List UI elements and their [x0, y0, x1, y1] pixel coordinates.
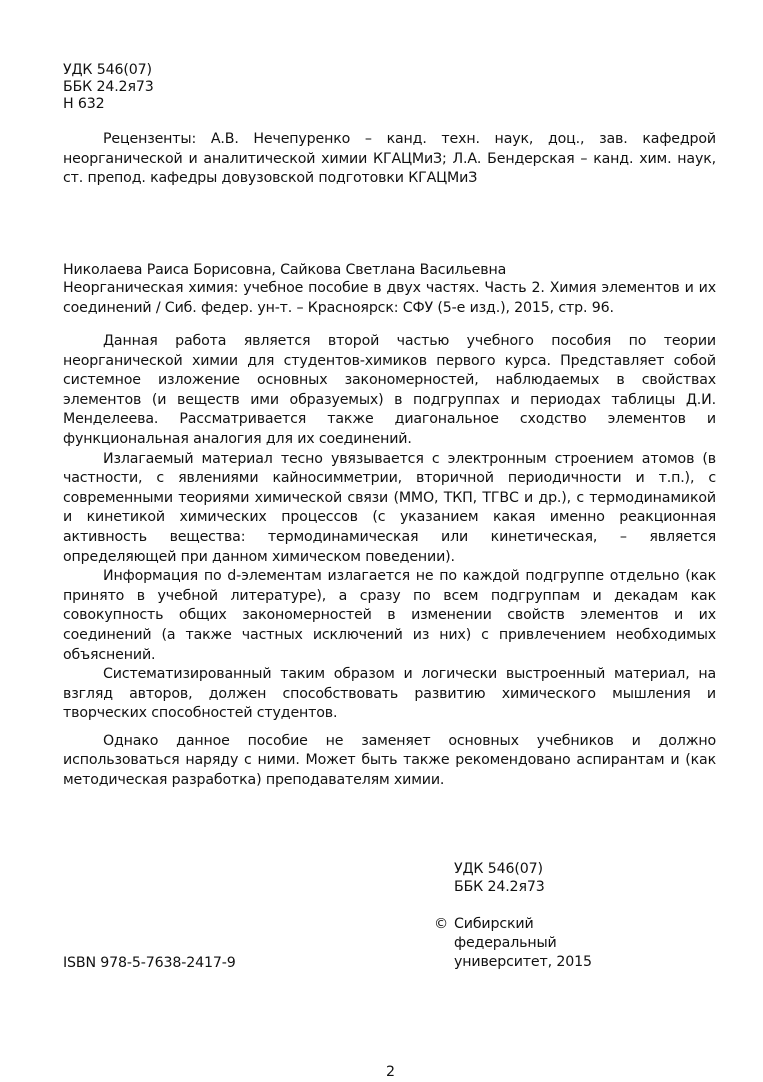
abstract	[63, 332, 716, 791]
author-mark: Н 632	[63, 96, 105, 112]
authors-line: Николаева Раиса Борисовна, Сайкова Светлана Васильевна	[63, 262, 507, 278]
isbn: ISBN 978-5-7638-2417-9	[63, 955, 236, 971]
reviewers-paragraph: Рецензенты: А.В. Нечепуренко – канд. техн. наук, доц., зав. кафедрой неорганической и аналитической химии КГАЦМиЗ; Л.А. Бендерская – канд. хим. наук, ст. препод. кафедры довузовской подготовки КГАЦМиЗ	[63, 131, 716, 187]
abstract-paragraph-3: Информация по d-элементам излагается не по каждой подгруппе отдельно (как принято в учебной литературе), а сразу по всем подгруппам и декадам как совокупность общих закономерностей в изменении свойств элементов и их соединений (а также частных исключений из них) с привлечением необходимых объяснений.	[63, 568, 716, 663]
copyright-line-3: университет, 2015	[454, 954, 592, 970]
abstract-paragraph-2: Излагаемый материал тесно увязывается с электронным строением атомов (в частности, с явлениями кайносимметрии, вторичной периодичности и т.п.), с современными теориями химической связи (ММО, ТКП, ТГВС и др.), с термодинамикой и кинетикой химических процессов (с указанием какая именно реакционная активность вещества: термодинамическая или кинетическая, – является определяющей при данном химическом поведении).	[63, 450, 716, 565]
udk-code-bottom: УДК 546(07)	[454, 861, 543, 877]
abstract-paragraph-5: Однако данное пособие не заменяет основных учебников и должно использоваться наряду с ними. Может быть также рекомендовано аспирантам и (как методическая разработка) преподавателям химии.	[63, 732, 716, 789]
bbk-code-top: ББК 24.2я73	[63, 79, 154, 95]
copyright-icon: ©	[434, 916, 449, 932]
copyright-block	[434, 915, 684, 972]
bbk-code-bottom: ББК 24.2я73	[454, 879, 545, 895]
abstract-paragraph-4: Систематизированный таким образом и логически выстроенный материал, на взгляд авторов, должен способствовать развитию химического мышления и творческих способностей студентов.	[63, 666, 716, 722]
copyright-line-1: Сибирский	[454, 916, 534, 932]
copyright-line-2: федеральный	[454, 935, 557, 951]
bibliographic-description: Неорганическая химия: учебное пособие в двух частях. Часть 2. Химия элементов и их соединений / Сиб. федер. ун-т. – Красноярск: СФУ (5-е изд.), 2015, стр. 96.	[63, 280, 716, 316]
page-number: 2	[386, 1064, 395, 1080]
abstract-paragraph-1: Данная работа является второй частью учебного пособия по теории неорганической химии для студентов-химиков первого курса. Представляет собой системное изложение основных закономерностей, наблюдаемых в свойствах элементов (и веществ ими образуемых) в подгруппах и периодах таблицы Д.И. Менделеева. Рассматривается также диагональное сходство элементов и функциональная аналогия для их соединений.	[63, 333, 716, 447]
udk-code-top: УДК 546(07)	[63, 62, 152, 78]
